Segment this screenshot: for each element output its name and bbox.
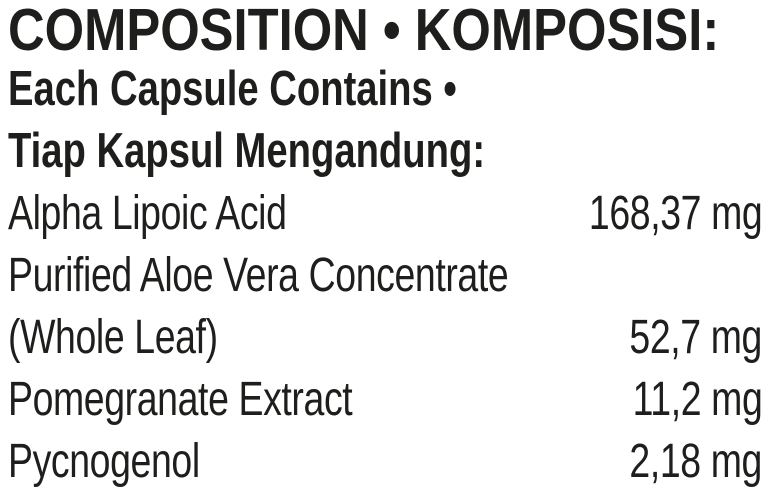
ingredient-row [8,244,762,306]
subtitle-line-indonesian [8,120,762,182]
ingredient-amount: 11,2 mg [632,372,762,426]
composition-title: COMPOSITION • KOMPOSISI: [8,0,720,63]
ingredient-row [8,182,762,244]
subtitle-line-english [8,58,762,120]
ingredient-name: (Whole Leaf) [8,310,218,364]
ingredient-row [8,430,762,492]
subtitle-each-capsule-contains: Each Capsule Contains • [8,62,457,116]
subtitle-tiap-kapsul-mengandung: Tiap Kapsul Mengandung: [8,124,486,178]
ingredient-name: Alpha Lipoic Acid [8,186,287,240]
ingredient-amount: 2,18 mg [629,434,762,488]
ingredient-name: Purified Aloe Vera Concentrate [8,248,509,302]
ingredient-amount: 168,37 mg [588,186,762,240]
ingredient-row [8,306,762,368]
ingredient-name: Pycnogenol [8,434,200,488]
composition-title-line [8,0,762,63]
ingredient-amount: 52,7 mg [629,310,762,364]
ingredient-name: Pomegranate Extract [8,372,353,426]
ingredient-row [8,368,762,430]
